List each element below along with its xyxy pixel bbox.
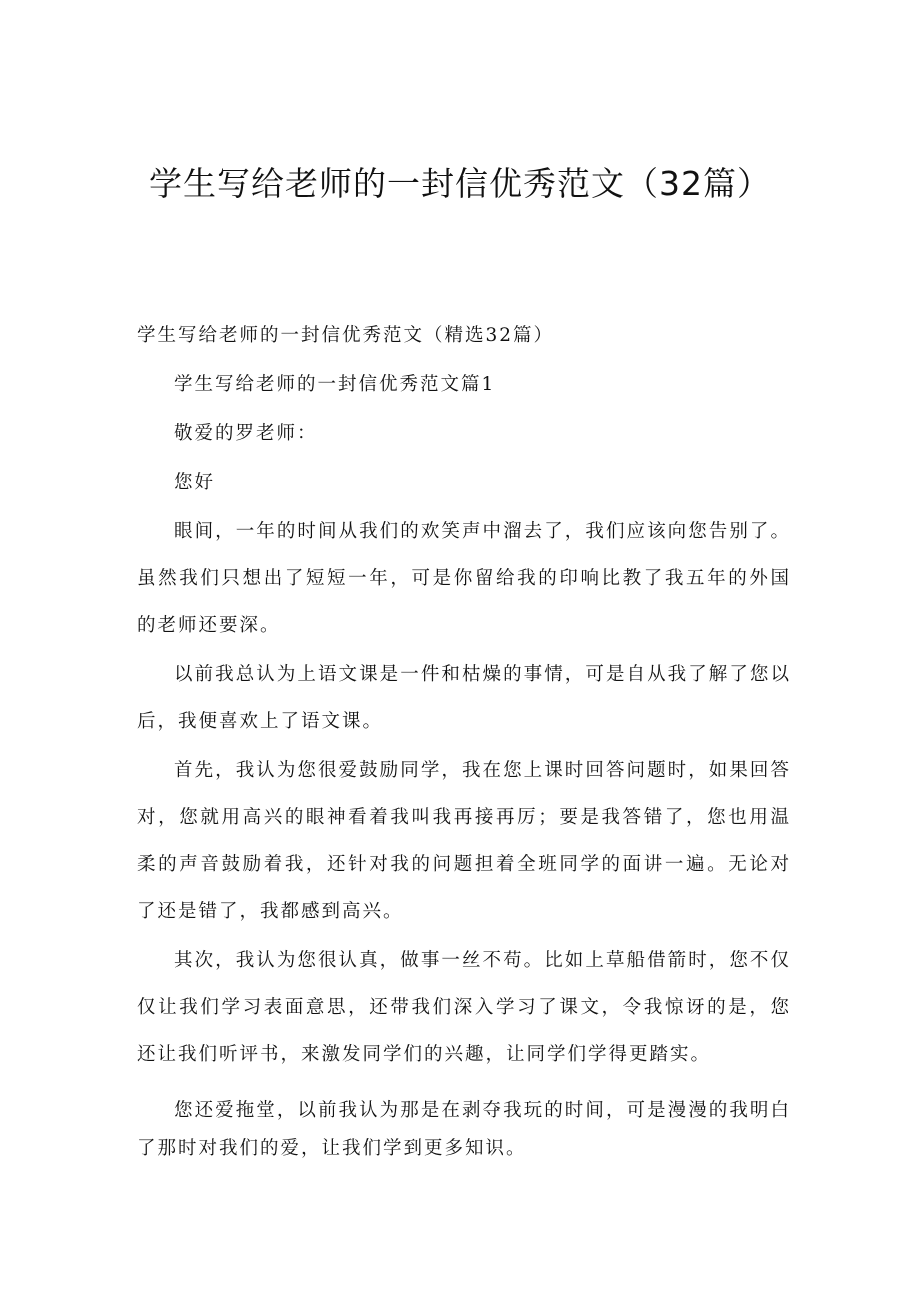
section-heading: 学生写给老师的一封信优秀范文篇1	[174, 374, 496, 395]
document-body	[137, 312, 791, 1168]
document-subtitle: 学生写给老师的一封信优秀范文（精选32篇）	[137, 325, 555, 346]
paragraph-4: 其次，我认为您很认真，做事一丝不苟。比如上草船借箭时，您不仅仅让我们学习表面意思，还带我们深入学习了课文，令我惊讶的是，您还让我们听评书，来激发同学们的兴趣，让同学们学得更踏实。	[137, 950, 791, 1065]
salutation: 敬爱的罗老师：	[174, 423, 318, 444]
paragraph-1: 眼间，一年的时间从我们的欢笑声中溜去了，我们应该向您告别了。虽然我们只想出了短短一年，可是你留给我的印响比教了我五年的外国的老师还要深。	[137, 521, 791, 636]
greeting: 您好	[174, 472, 216, 493]
paragraph-5: 您还爱拖堂，以前我认为那是在剥夺我玩的时间，可是漫漫的我明白了那时对我们的爱，让我们学到更多知识。	[137, 1100, 791, 1159]
paragraph-3: 首先，我认为您很爱鼓励同学，我在您上课时回答问题时，如果回答对，您就用高兴的眼神看着我叫我再接再厉；要是我答错了，您也用温柔的声音鼓励着我，还针对我的问题担着全班同学的面讲一遍。无论对了还是错了，我都感到高兴。	[137, 760, 791, 922]
paragraph-2: 以前我总认为上语文课是一件和枯燥的事情，可是自从我了解了您以后，我便喜欢上了语文课。	[137, 664, 791, 732]
document-title: 学生写给老师的一封信优秀范文（32篇）	[149, 164, 771, 203]
